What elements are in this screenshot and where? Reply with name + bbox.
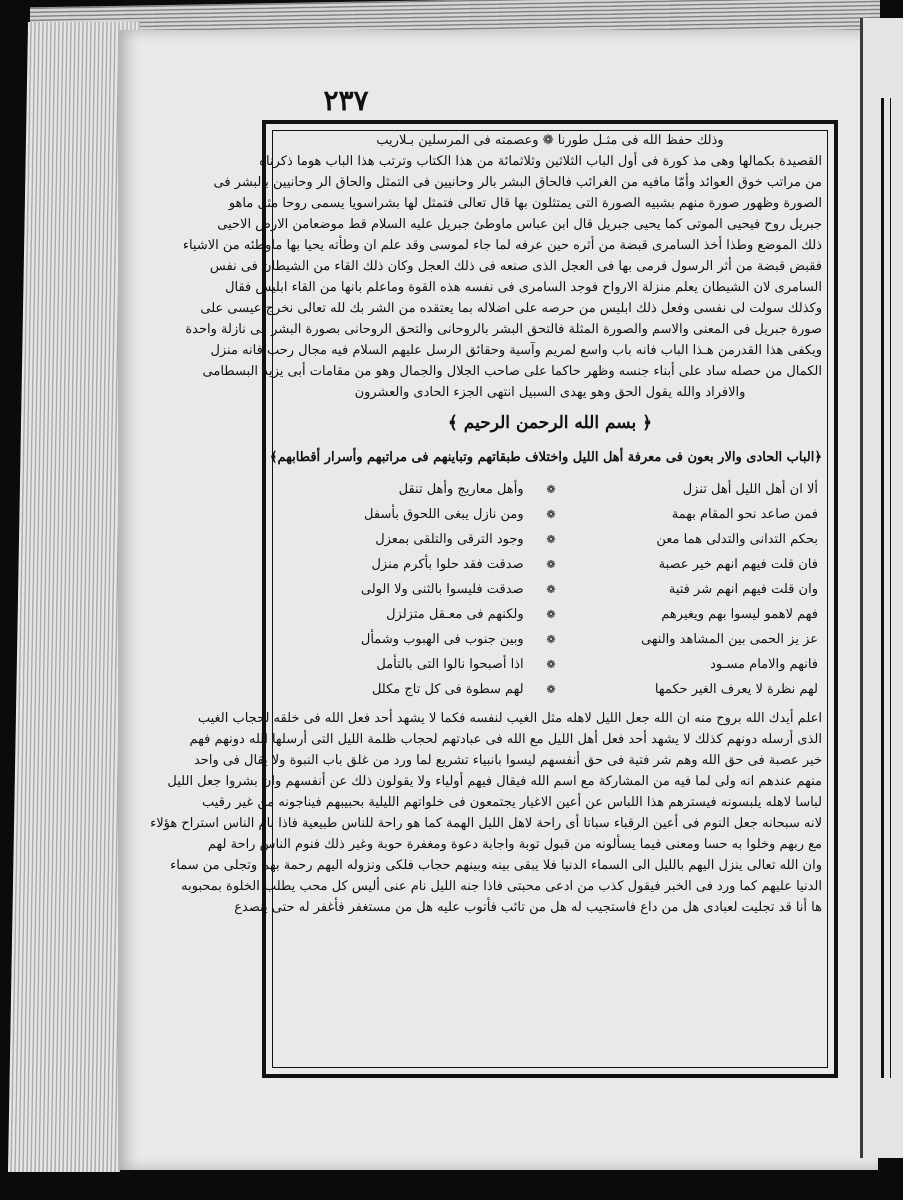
facing-page-edge: [860, 18, 903, 1158]
poem-verse: [278, 502, 822, 527]
text-line: الصورة وظهور صورة منهم بشبيه الصورة التى يمتثلون بها قال تعالى فتمثل لها بشراسويا يسمى روحا مثل ماهو: [228, 196, 822, 211]
verse-first-hemistich: فانهم والامام مسـود: [710, 657, 818, 672]
verse-second-hemistich: وجود الترقى والتلقى بمعزل: [375, 532, 524, 547]
text-line: ها أنا قد تجليت لعبادى هل من داع فاستجيب له هل من تائب فأتوب عليه هل من مستغفر فأغفر له حتى ينصدع: [234, 900, 822, 915]
verse-second-hemistich: وبين جنوب فى الهبوب وشمأل: [360, 632, 524, 647]
verse-first-hemistich: فمن صاعد نحو المقام بهمة: [671, 507, 818, 522]
text-line: الدنيا عليهم كما ورد فى الخبر فيقول كذب من ادعى محبتى فاذا جنه الليل نام عنى أليس كل محب يطلب الخلوة بمحبوبه: [181, 879, 822, 894]
verse-first-hemistich: عز يز الحمى بين المشاهد والنهى: [640, 632, 818, 647]
text-line: جبريل روح فيحيى الموتى كما يحيى جبريل قال ابن عباس ماوطئ جبريل عليه السلام قط موضعامن الارض الاحيى: [217, 217, 822, 232]
text-line: فقبض قبضة من أثر الرسول فرمى بها فى العجل الذى صنعه فى ذلك العجل وكان ذلك القاء من الشيطان فى نفس: [209, 259, 822, 274]
text-line: السامرى لان الشيطان يعلم منزلة الارواح فوجد السامرى فى نفسه هذه القوة وماعلم بانها من القاء ابليس فقال: [225, 280, 822, 295]
verse-first-hemistich: فان قلت فيهم انهم خير عصبة: [658, 557, 818, 572]
verse-separator-icon: ❁: [546, 533, 556, 546]
verse-separator-icon: ❁: [546, 583, 556, 596]
verse-separator-icon: ❁: [546, 633, 556, 646]
text-line: الكمال من حصله ساد على أبناء جنسه وظهر حاكما على صاحب الجلال والجمال وهو من مقامات أبى يزيد البسطامى: [202, 364, 822, 379]
text-line: اعلم أيدك الله بروح منه ان الله جعل الليل لاهله مثل الغيب لنفسه فكما لا يشهد أحد فعل الله فى خلقه لحجاب الغيب: [197, 711, 822, 726]
verse-second-hemistich: ومن نازل يبغى اللحوق بأسفل: [364, 507, 524, 522]
verse-second-hemistich: لهم سطوة فى كل تاج مكلل: [371, 682, 524, 697]
page-number: ٢٣٧: [323, 84, 369, 117]
verse-first-hemistich: فهم لاهمو ليسوا بهم ويغيرهم: [661, 607, 818, 622]
verse-second-hemistich: صدقت فليسوا بالثنى ولا الولى: [360, 582, 524, 597]
verse-second-hemistich: صدقت فقد حلوا بأكرم منزل: [371, 557, 524, 572]
verse-first-hemistich: بحكم التدانى والتدلى هما معن: [656, 532, 818, 547]
chapter-heading: ﴿الباب الحادى والار بعون فى معرفة أهل الليل واختلاف طبقاتهم وتباينهم فى مراتبهم وأسرار أقطابهم﴾: [269, 450, 822, 465]
text-line: ذلك الموضع وطذا أخذ السامرى قبضة من أثره حين عرفه لما جاء لموسى وقد علم ان وطأته يحيا بها ماوطئه من الاشياء: [182, 238, 822, 253]
text-line: منهم عندهم انه ولى لما فيه من المشاركة مع اسم الله فيقال فيهم أولياء ولا يقولون ذلك عن أنفسهم وان بشروا جعل الليل: [167, 774, 822, 789]
verse-second-hemistich: وأهل معاريج وأهل تنقل: [398, 482, 524, 497]
poem-verse: [278, 577, 822, 602]
text-line: وان الله تعالى ينزل اليهم بالليل الى السماء الدنيا فلا يبقى بينه وبينهم حجاب فلكى ونزوله اليهم رحمة بهم وتجلى من سماء: [170, 858, 822, 873]
poem-verse: [278, 677, 822, 702]
text-line: الذى أرسله دونهم كذلك لا يشهد أحد فعل أهل الليل مع الله فى عبادتهم لحجاب ظلمة الليل التى أرسلها الله دونهم فهم: [189, 732, 822, 747]
poem-verse: [278, 602, 822, 627]
poem-verse: [278, 652, 822, 677]
facing-page-frame: [881, 98, 891, 1078]
verse-separator-icon: ❁: [546, 683, 556, 696]
text-line: لباسا لاهله يلبسونه فيسترهم هذا اللباس عن أعين الاغيار يجتمعون فى خلواتهم الليلية بحبيبهم فيناجونه من غير رقيب: [202, 795, 822, 810]
verse-separator-icon: ❁: [546, 483, 556, 496]
poem: [278, 477, 822, 702]
verse-second-hemistich: اذا أصبحوا نالوا التى بالتأمل: [376, 657, 524, 672]
poem-verse: [278, 527, 822, 552]
verse-separator-icon: ❁: [546, 558, 556, 571]
basmala-heading: ﴿ بسم الله الرحمن الرحيم ﴾: [447, 413, 653, 433]
text-line: والافراد والله يقول الحق وهو يهدى السبيل انتهى الجزء الحادى والعشرون: [354, 385, 746, 400]
text-line: صورة جبريل فى المعنى والاسم والصورة المثلة فالتحق البشر بالروحانى والتحق الروحانى بصورة البشر فى نازلة واحدة: [185, 322, 822, 337]
poem-verse: [278, 552, 822, 577]
verse-first-hemistich: لهم نظرة لا يعرف الغير حكمها: [654, 682, 818, 697]
text-line: خير عصبة فى حق الله وهم شر فتية فى حق أنفسهم ليسوا بانبياء تشريع لما ورد من غلق باب النبوة ولا يقال فى واحد: [193, 753, 822, 768]
verse-separator-icon: ❁: [546, 608, 556, 621]
text-line: لانه سبحانه جعل النوم فى أعين الرقباء سباتا أى راحة لاهل الليل الهمة كما هو راحة للناس طبيعية فاذا نام الناس استراح هؤلاء: [150, 816, 822, 831]
poem-verse: [278, 477, 822, 502]
text-line: ويكفى هذا القدرمن هـذا الباب فانه باب واسع لمريم وآسية وحقائق الرسل عليهم السلام فيه مجال رحب فانه منزل: [210, 343, 822, 358]
verse-first-hemistich: وان قلت فيهم انهم شر فتية: [668, 582, 818, 597]
text-line: وذلك حفظ الله فى مثـل طورنا ❁ وعصمته فى المرسلين بـلاريب: [376, 133, 724, 148]
text-line: القصيدة بكمالها وهى مذ كورة فى أول الباب الثلاثين وثلاثمائة من هذا الكتاب وترتب هذا الباب هوما ذكرناه: [259, 154, 822, 169]
text-frame: [150, 120, 838, 1078]
verse-second-hemistich: ولكنهم فى معـقل متزلزل: [386, 607, 524, 622]
text-line: وكذلك سولت لى نفسى وفعل ذلك ابليس من حرصه على اضلاله بما يعتقده من الشر بك لله تعالى نخرج عيسى على: [200, 301, 822, 316]
poem-verse: [278, 627, 822, 652]
verse-separator-icon: ❁: [546, 658, 556, 671]
text-line: مع ربهم وخلوا به حسا ومعنى فيما يسألونه من قبول توبة واجابة دعوة ومغفرة حوبة وغير ذلك فنوم الناس راحة لهم: [207, 837, 822, 852]
verse-first-hemistich: ألا ان أهل الليل أهل تنزل: [682, 482, 818, 497]
text-line: من مراتب خوق العوائد وأمّا مافيه من الغرائب فالحاق البشر بالر وحانيين فى التمثل والحاق الر وحانيين بالبشر فى: [213, 175, 822, 190]
text-block: [150, 130, 822, 1068]
verse-separator-icon: ❁: [546, 508, 556, 521]
